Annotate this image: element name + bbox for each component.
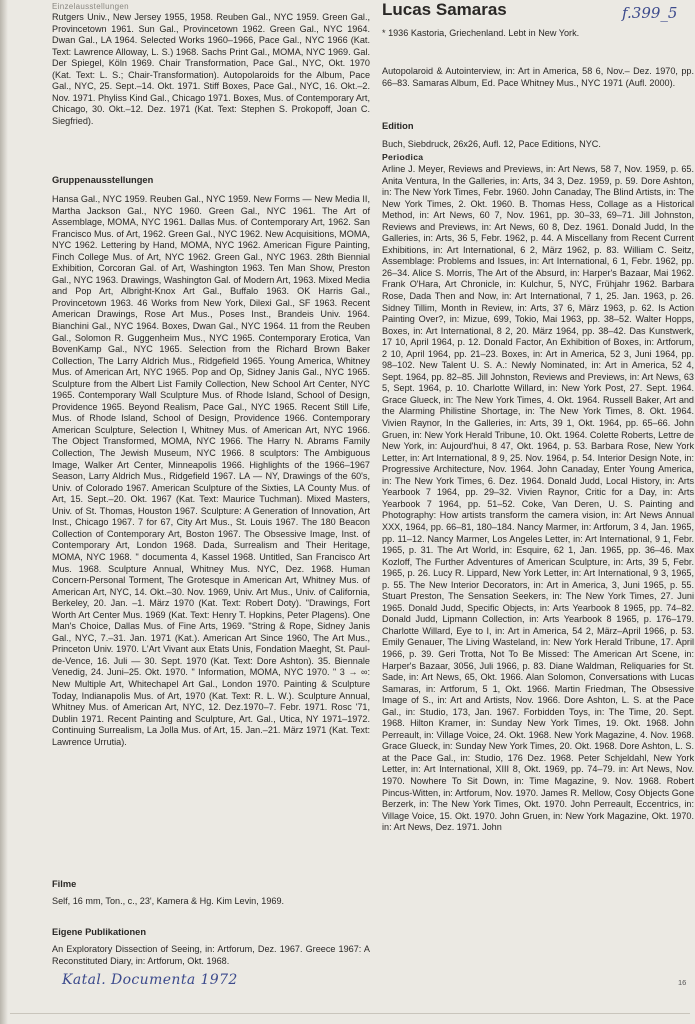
own-publications-text: An Exploratory Dissection of Seeing, in: Artforum, Dez. 1967. Greece 1967: A Reconstituted Diary, in: Artforum, Okt. 1968.: [52, 944, 370, 966]
handwritten-signature: f.399_5: [622, 4, 678, 22]
handwritten-note: Katal. Documenta 1972: [62, 972, 238, 988]
edition-heading: Edition: [382, 121, 414, 131]
solo-exhibitions-continued: Rutgers Univ., New Jersey 1955, 1958. Reuben Gal., NYC 1959. Green Gal., Provincetown 1961. Sun Gal., Provincetown 1962. Green Gal., NYC 1964. Dwan Gal., LA 1964. Selected Works 1960–1966, Pace Gal., NYC 1966 (Kat. Text: Lawrence Alloway, L. S.) 1968. Sachs Print Gal., MOMA, NYC 1969. Gal. Der Spiegel, Köln 1969. Chair Transformation, Pace Gal., NYC, Okt. 1970 (Kat. Text: L. S.; Chair-Transformation). Autopolaroids for the Album, Pace Gal., NYC, 25. Sept.–14. Okt. 1971. Stiff Boxes, Pace Gal., NYC, 16. Okt.–2. Nov. 1971. Phyliss Kind Gal., Chicago 1971. Boxes, Mus. of Contemporary Art, Chicago, 30. Okt.–12. Dez. 1971 (Kat. Text: Stephen S. Prokopoff, Joan C. Siegfried).: [52, 12, 370, 126]
periodica-heading: Periodica: [382, 152, 424, 162]
own-publications-continued: Autopolaroid & Autointerview, in: Art in America, 58 6, Nov.– Dez. 1970, pp. 66–83. Samaras Album, Ed. Pace Whitney Mus., NYC 1971 (Aufl. 2000).: [382, 66, 694, 88]
bottom-rule: [10, 1013, 690, 1014]
group-exhibitions-heading: Gruppenausstellungen: [52, 175, 154, 185]
artist-name: Lucas Samaras: [382, 0, 507, 19]
edition-text: Buch, Siebdruck, 26x26, Aufl. 12, Pace Editions, NYC.: [382, 139, 601, 149]
periodica-text: Arline J. Meyer, Reviews and Previews, in: Art News, 58 7, Nov. 1959, p. 65. Anita Ventura, In the Galleries, in: Arts, 34 3, Dez. 1959, p. 59. Dore Ashton, in: The New York Times, Febr. 1960. John Canaday, The Blind Artists, in: The New York Times, 2. Okt. 1960. B. Thomas Hess, Collage as a Historical Method, in: Art News, 60 7, Nov. 1961, pp. 30–33, 69–71. Jill Johnston, Reviews and Previews, in: Art News, 60 8, Dez. 1961. Donald Judd, In the Galleries, in: Arts, 36 5, Febr. 1962, p. 44. A Miscellany from Recent Current Exhibitions, in: Art International, 6 2, März 1962, p. 83. William C. Seitz, Assemblage: Problems and Issues, in: Art International, 6 1, Febr. 1962, pp. 26–34. Alice S. Morris, The Art of the Absurd, in: Harper's Bazaar, Mai 1962. Frank O'Hara, Art Chronicle, in: Kulchur, 5, NYC, Frühjahr 1962. Barbara Rose, Dada Then and Now, in: Art International, 7 1, 25. Jan. 1963, p. 26. Sidney Tillim, Month in Review, in: Arts, 37 6, März 1963, p. 62. Is Action Painting Over?, in: Mizue, 699, Tokio, Mai 1963, pp. 38–52. Walter Hopps, Boxes, in: Art International, 8 2, 20. März 1964, pp. 38–42. Das Kunstwerk, 17 10, April 1964, p. 12. Donald Factor, An Exhibition of Boxes, in: Artforum, 2 10, April 1964, pp. 21–23. Boxes, in: Art in America, 52 3, Juni 1964, pp. 98–102. New Talent U. S. A.: Newly Nominated, in: Art in America, 52 4, Sept. 1964, pp. 82–85. Jill Johnston, Reviews and Previews, in: Art News, 63 5, Sept. 1964, p. 10. Charlotte Willard, in: New York Post, 27. Sept. 1964. Grace Glueck, in: The New York Times, 4. Okt. 1964. Russell Baker, Art and the Alarming Philistine Shortage, in: The New York Times, 8. Okt. 1964. Vivien Raynor, In the Galleries, in: Arts, 39 1, Okt. 1964, pp. 65–66. John Gruen, in: New York Herald Tribune, 10. Okt. 1964. Colette Roberts, Lettre de New York, in: Aujourd'hui, 8 47, Okt. 1964, p. 53. Barbara Rose, New York Letter, in: Art International, 8 9, 25. Nov. 1964, p. 54. Interior Design Note, in: Progressive Architecture, Nov. 1964. John Canaday, Enter Young America, in: The New York Times, 6. Dez. 1964. Donald Judd, Local History, in: Arts Yearbook 7 1964, pp. 29–32. Vivien Raynor, Critic for a Day, in: Arts Yearbook 7 1964, pp. 51–52. Coke, Van Deren, U. S. Painting and Photography: How artists transform the camera vision, in: Art News Annual XXX, 1964, pp. 66–81, 180–184. Nancy Marmer, in: Artforum, 3 4, Jan. 1965, pp. 11–12. Nancy Marmer, Los Angeles Letter, in: Art International, 9 1, Febr. 1965, p. 31. The Art World, in: Esquire, 62 1, Jan. 1965, pp. 36–46. Max Kozloff, The Further Adventures of American Sculpture, in: Arts, 39 5, Febr. 1965, p. 26. Lucy R. Lippard, New York Letter, in: Art International, 9 3, 1965, p. 55. The New Interior Decorators, in: Art in America, 3, Juni 1965, p. 55. Stuart Preston, The Sensation Seekers, in: The New York Times, 27. Juni 1965. Donald Judd, Specific Objects, in: Arts Yearbook 8 1965, pp. 74–82. Donald Judd, Lipmann Collection, in: Arts Yearbook 8 1965, p. 176–179. Charlotte Willard, Eye to I, in: Art in America, 54 2, März–April 1966, p. 53. Emily Genauer, The Living Wasteland, in: New York Herald Tribune, 17. April 1966, p. 39. Geri Trotta, Not To Be Missed: The American Art Scene, in: Harper's Bazaar, 3056, Juli 1966, p. 83. Diane Waldman, Reliquaries for St. Sade, in: Art News, 65, Okt. 1966. Alan Solomon, Conversations with Lucas Samaras, in: Artforum, 5 1, Okt. 1966. Martin Friedman, The Obsessive Image of S., in: Art and Artists, Nov. 1966. Dore Ashton, L. S. at the Pace Gal., in: Studio, 173, Jan. 1967. Forbidden Toys, in: The Time, 20. Sept. 1968. Hilton Kramer, in: Sunday New York Times, 19. Okt. 1968. John Perreault, in: Village Voice, 24. Okt. 1968. New York Magazine, 4. Nov. 1968. Grace Glueck, in: Sunday New York Times, 20. Okt. 1968. Dore Ashton, L. S. at the Pace Gal., in: Studio, 176 Dez. 1968. Peter Schjeldahl, New York Letter, in: Art International, XIII 8, Okt. 1969, pp. 74–79. in: Art News, Nov. 1970. Nowhere To Sit Down, in: Time Magazine, 9. Nov. 1968. Robert Pincus-Witten, in: Artforum, Nov. 1970. James R. Mellow, Cosy Objects Gone Berzerk, in: The New York Times, Okt. 1970. John Perreault, Eccentrics, in: Village Voice, 15. Okt. 1970. John Gruen, in: New York Magazine, Okt. 1970. in: Art News, Dez. 1971. John: [382, 164, 694, 833]
binding-shadow: [0, 0, 8, 1024]
own-publications-heading: Eigene Publikationen: [52, 927, 147, 937]
page-number: 16: [678, 978, 687, 987]
films-heading: Filme: [52, 879, 77, 889]
films-text: Self, 16 mm, Ton., c., 23', Kamera & Hg. Kim Levin, 1969.: [52, 896, 285, 906]
artist-bio: * 1936 Kastoria, Griechenland. Lebt in New York.: [382, 28, 580, 38]
group-exhibitions-text: Hansa Gal., NYC 1959. Reuben Gal., NYC 1959. New Forms — New Media II, Martha Jackson Gal., NYC 1960. Green Gal., NYC 1961. The Art of Assemblage, MOMA, NYC 1961. Dallas Mus. of Contemporary Art, 1962. San Francisco Mus. of Art, 1962. Green Gal., NYC 1962. New Acquisitions, MOMA, NYC 1962. Lettering by Hand, MOMA, NYC 1962. American Figure Painting, Finch College Mus. of Art, NYC 1962. Green Gal., NYC 1963. 28th Biennial Exhibition, Corcoran Gal. of Art, Washington 1963. Ten Man Show, Preston Gal., NYC 1963. Drawings, Washington Gal. of Modern Art, 1963. Mixed Media and Pop Art, Albright-Knox Art Gal., Buffalo 1963. OK Harris Gal., Provincetown 1963. 46 Works from New York, Dilexi Gal., SF 1963. Recent American Drawings, Rose Art Mus., Poses Inst., Brandeis Univ. 1964. Bianchini Gal., NYC 1964. Boxes, Dwan Gal., NYC 1964. 11 from the Reuben Gal., Solomon R. Guggenheim Mus., NYC 1965. Contemporary Erotica, Van BovenKamp Gal., NYC 1965. Selection from the Richard Brown Baker Collection, The Larry Aldrich Mus., Ridgefield 1965. Young America, Whitney Mus. of American Art, NYC 1965. Pop and Op, Sidney Janis Gal., NYC 1965. Sculpture from the Albert List Family Collection, New School Art Center, NYC 1965. Contemporary Wall Sculpture Mus. of Rhode Island, School of Design, Providence 1965. Beyond Realism, Pace Gal., NYC 1965. Recent Still Life, Mus. of Rhode Island, School of Design, Providence 1966. Contemporary American Sculpture, Selection I, Whitney Mus. of American Art, NYC 1966. The Object Transformed, MOMA, NYC 1966. The Harry N. Abrams Family Collection, The Jewish Museum, NYC 1966. 8 sculptors: The Ambiguous Image, Walker Art Center, Minneapolis 1966. Highlights of the 1966–1967 Season, Larry Aldrich Mus., Ridgefield 1967. LA — NY, Drawings of the 60's, Univ. of Colorado 1967. American Sculpture of the Sixties, LA County Mus. of Art, 15. Sept.–20. Okt. 1967 (Kat. Text: Maurice Tuchman). Mixed Masters, Univ. of St. Thomas, Houston 1967. Sculpture: A Generation of Innovation, Art Inst., Chicago 1967. 7 for 67, City Art Mus., St. Louis 1967. The 180 Beacon Collection of Contemporary Art, Boston 1967. The Obsessive Image, Inst. of Contemporary Art, London 1968. Dada, Surrealism and Their Heritage, MOMA, NYC 1968. " documenta 4, Kassel 1968. Untitled, San Francisco Art Mus. 1968. Sculpture Annual, Whitney Mus. NYC, Dez. 1968. Human Concern-Personal Torment, The Grotesque in American Art, Whitney Mus. of American Art, NYC, 14. Okt.–30. Nov. 1969, Univ. Art Mus., Univ. of California, Berkeley, 20. Jan. –1. März 1970 (Kat. Text: Robert Doty). "Drawings, Fort Worth Art Center Mus. 1969 (Kat. Text: Henry T. Hopkins, Peter Plagens). One Man's Choice, Dallas Mus. of Fine Arts, 1969. "String & Rope, Sidney Janis Gal., NYC, 7.–31. Jan. 1971 (Kat.). American Art Since 1960, The Art Mus., Princeton Univ. 1970. L'Art Vivant aux Etats Unis, Fondation Maeght, St. Paul-de-Vence, 16. Juli — 30. Sept. 1970 (Kat. Text: Dore Ashton). 35. Biennale Venedig, 24. Juni–25. Okt. 1970. " Information, MOMA, NYC 1970. " 3 → ∞: New Multiple Art, Whitechapel Art Gal., London 1970. Painting & Sculpture Today, Indianapolis Mus. of Art, 1970 (Kat. Text: R. L. W.). Sculpture Annual, Whitney Mus. of American Art, NYC, 12. Dez.1970–7. Febr. 1971. Rosc '71, Dublin 1971. Recent Painting and Sculpture, Art. Gal., Utica, NY 1971–1972. Continuing Surrealism, La Jolla Mus. of Art, 15. Jan.–21. März 1971 (Kat. Text: Lawrence Urrutia).: [52, 194, 370, 747]
running-head: Einzelausstellungen: [52, 2, 129, 11]
